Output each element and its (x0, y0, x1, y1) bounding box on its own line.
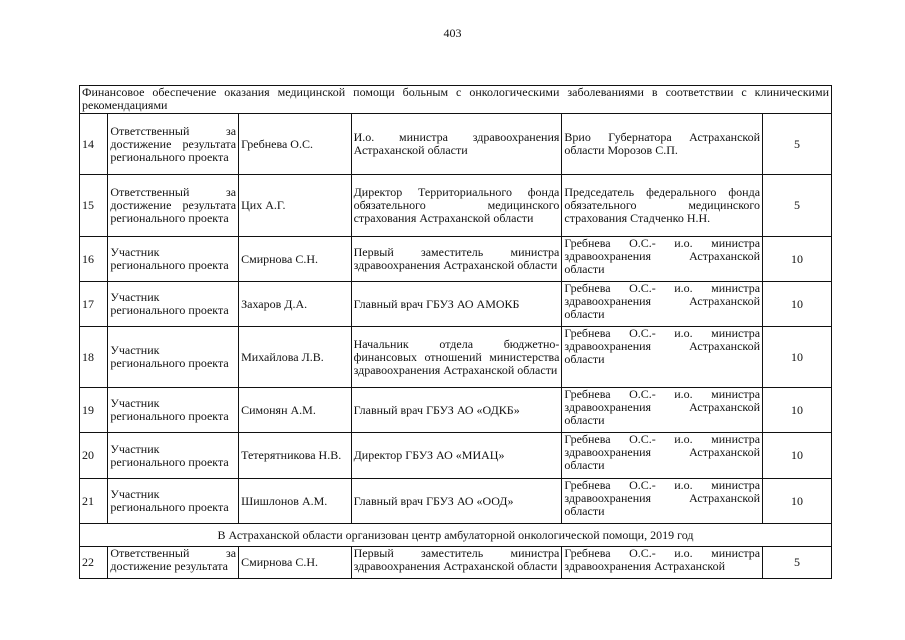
table-row (80, 388, 832, 433)
percent-cell: 5 (763, 175, 832, 237)
position-cell: Начальник отдела бюджетно-финансовых отношений министерства здравоохранения Астраханской области (351, 327, 562, 388)
section-header-row (80, 524, 832, 547)
row-number: 19 (80, 388, 108, 433)
row-number: 15 (80, 175, 108, 237)
name-cell: Смирнова С.Н. (239, 237, 351, 282)
page-number: 403 (443, 26, 462, 40)
table-row (80, 479, 832, 524)
position-cell: Главный врач ГБУЗ АО АМОКБ (351, 282, 562, 327)
name-cell: Цих А.Г. (239, 175, 351, 237)
percent-cell: 5 (763, 114, 832, 175)
supervisor-cell: Гребнева О.С.- и.о. министра здравоохранения Астраханской области (562, 327, 763, 388)
role-cell: Ответственный за достижение результата регионального проекта (108, 175, 239, 237)
supervisor-cell: Гребнева О.С.- и.о. министра здравоохранения Астраханской области (562, 282, 763, 327)
percent-cell: 10 (763, 237, 832, 282)
percent-cell: 10 (763, 388, 832, 433)
role-cell: Участник регионального проекта (108, 282, 239, 327)
row-number: 17 (80, 282, 108, 327)
supervisor-cell: Гребнева О.С.- и.о. министра здравоохранения Астраханской области (562, 388, 763, 433)
role-cell: Ответственный за достижение результата регионального проекта (108, 114, 239, 175)
row-number: 14 (80, 114, 108, 175)
role-cell: Участник регионального проекта (108, 479, 239, 524)
supervisor-cell: Председатель федерального фонда обязательного медицинского страхования Стадченко Н.Н. (562, 175, 763, 237)
table-row (80, 327, 832, 388)
position-cell: Главный врач ГБУЗ АО «ОДКБ» (351, 388, 562, 433)
role-cell: Ответственный за достижение результата (108, 547, 239, 579)
table-row (80, 175, 832, 237)
row-number: 18 (80, 327, 108, 388)
supervisor-cell: Врио Губернатора Астраханской области Морозов С.П. (562, 114, 763, 175)
participants-table (79, 85, 832, 579)
table-row (80, 547, 832, 579)
percent-cell: 10 (763, 433, 832, 479)
table-row (80, 433, 832, 479)
row-number: 20 (80, 433, 108, 479)
name-cell: Смирнова С.Н. (239, 547, 351, 579)
table-row (80, 237, 832, 282)
table-row (80, 114, 832, 175)
row-number: 22 (80, 547, 108, 579)
section-header-row (80, 86, 832, 114)
name-cell: Захаров Д.А. (239, 282, 351, 327)
supervisor-cell: Гребнева О.С.- и.о. министра здравоохранения Астраханской области (562, 433, 763, 479)
percent-cell: 10 (763, 282, 832, 327)
name-cell: Симонян А.М. (239, 388, 351, 433)
name-cell: Гребнева О.С. (239, 114, 351, 175)
supervisor-cell: Гребнева О.С.- и.о. министра здравоохранения Астраханской (562, 547, 763, 579)
role-cell: Участник регионального проекта (108, 237, 239, 282)
position-cell: Директор ГБУЗ АО «МИАЦ» (351, 433, 562, 479)
position-cell: Первый заместитель министра здравоохранения Астраханской области (351, 547, 562, 579)
name-cell: Шишлонов А.М. (239, 479, 351, 524)
position-cell: Первый заместитель министра здравоохранения Астраханской области (351, 237, 562, 282)
percent-cell: 10 (763, 327, 832, 388)
section-title: В Астраханской области организован центр амбулаторной онкологической помощи, 2019 год (80, 524, 832, 547)
role-cell: Участник регионального проекта (108, 433, 239, 479)
percent-cell: 10 (763, 479, 832, 524)
position-cell: Директор Территориального фонда обязательного медицинского страхования Астраханской области (351, 175, 562, 237)
position-cell: И.о. министра здравоохранения Астраханской области (351, 114, 562, 175)
table-row (80, 282, 832, 327)
percent-cell: 5 (763, 547, 832, 579)
role-cell: Участник регионального проекта (108, 327, 239, 388)
supervisor-cell: Гребнева О.С.- и.о. министра здравоохранения Астраханской области (562, 479, 763, 524)
row-number: 21 (80, 479, 108, 524)
section-title: Финансовое обеспечение оказания медицинской помощи больным с онкологическими заболеваниями в соответствии с клиническими рекомендациями (80, 86, 832, 114)
supervisor-cell: Гребнева О.С.- и.о. министра здравоохранения Астраханской области (562, 237, 763, 282)
name-cell: Тетерятникова Н.В. (239, 433, 351, 479)
name-cell: Михайлова Л.В. (239, 327, 351, 388)
role-cell: Участник регионального проекта (108, 388, 239, 433)
row-number: 16 (80, 237, 108, 282)
position-cell: Главный врач ГБУЗ АО «ООД» (351, 479, 562, 524)
